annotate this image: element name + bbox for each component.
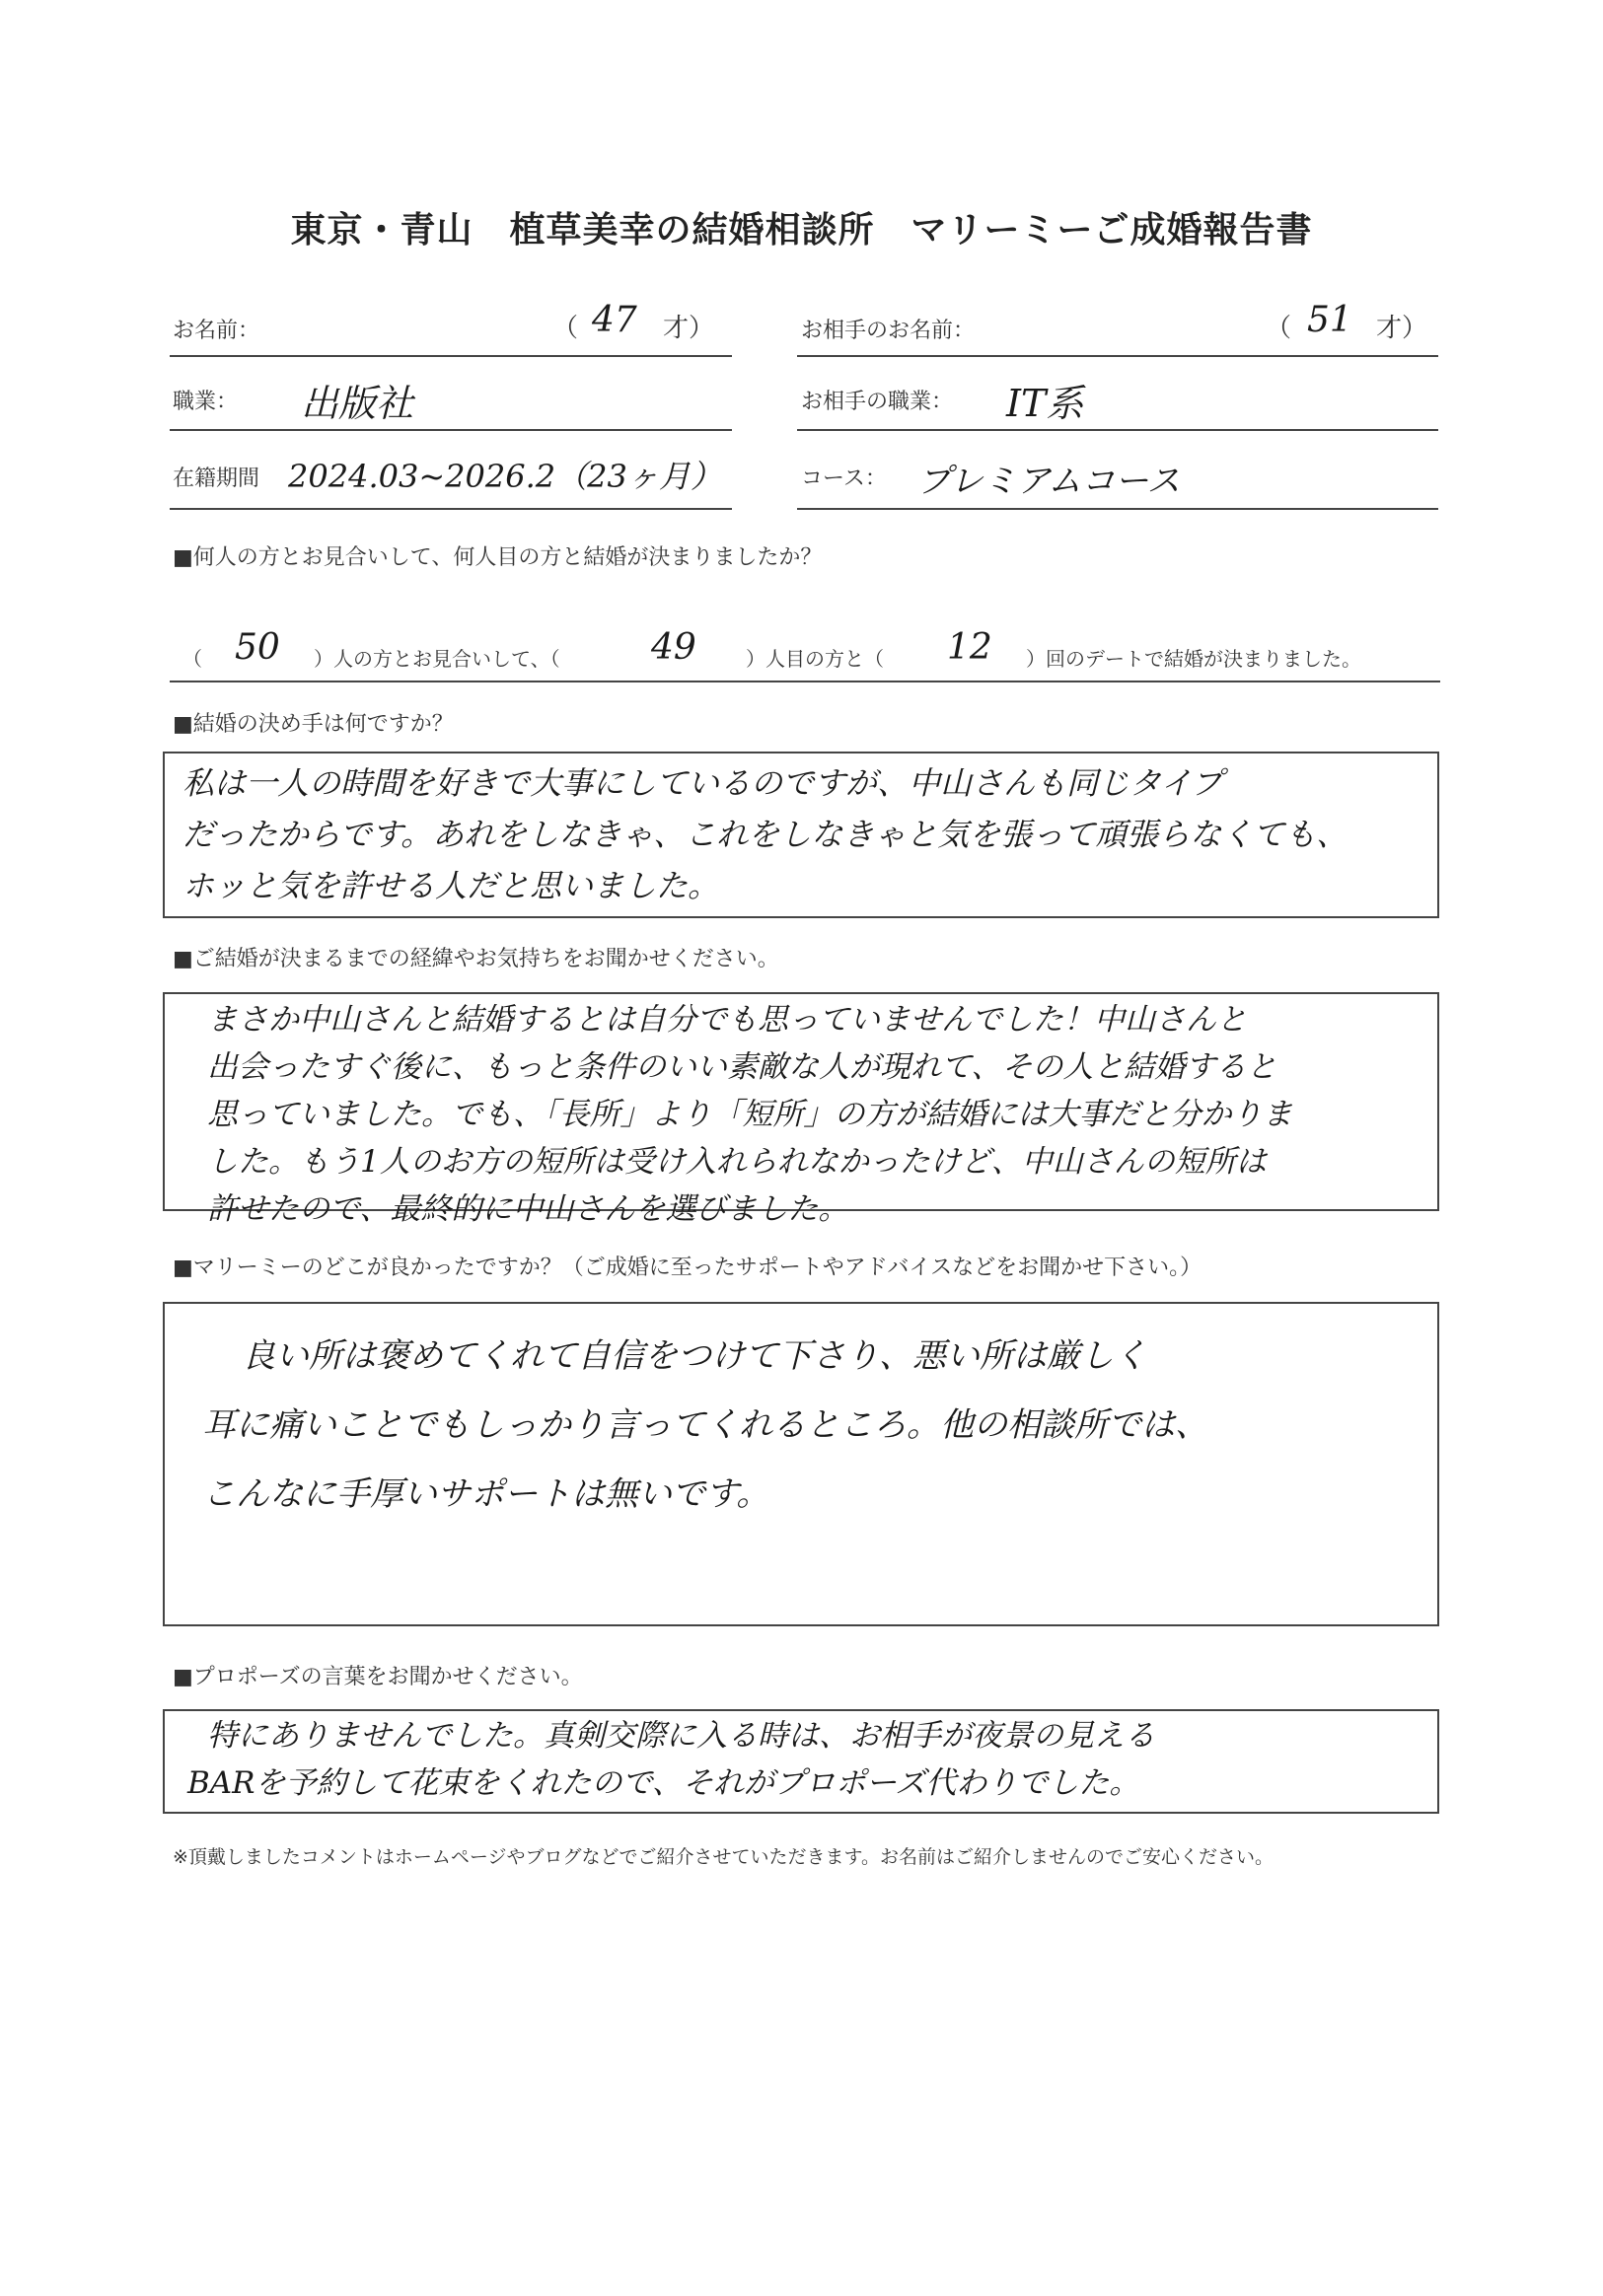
answer-line: 許せたので、最終的に中山さんを選びました。 [207,1191,849,1227]
answer-line: 耳に痛いことでもしっかり言ってくれるところ。他の相談所では、 [202,1405,1208,1445]
partner-occupation-value: IT系 [1006,382,1084,425]
answer-line: まさか中山さんと結婚するとは自分でも思っていませんでした！中山さんと [207,1002,1247,1038]
course-underline [797,508,1438,510]
answer-line: 出会ったすぐ後に、もっと条件のいい素敵な人が現れて、その人と結婚すると [207,1049,1277,1085]
question-background: ■ご結婚が決まるまでの経緯やお気持ちをお聞かせください。 [173,947,779,971]
omiai-people-count: 50 [235,627,280,668]
course-value: プレミアムコース [917,462,1181,501]
age-open-paren: （ [552,314,579,343]
age-suffix: 才） [663,314,715,343]
answer-line: ホッと気を許せる人だと思いました。 [182,867,720,904]
occupation-value: 出版社 [301,382,414,425]
answer-line: 良い所は褒めてくれて自信をつけて下さり、悪い所は厳しく [242,1336,1147,1376]
dates-count-value: 12 [947,627,992,668]
partner-name-label: お相手のお名前： [801,319,976,343]
partner-occupation-label: お相手の職業： [801,390,954,414]
partner-occupation-underline [797,429,1438,431]
q1-text-2: ）人目の方と（ [746,647,884,671]
period-underline [170,508,732,510]
answer-line: だったからです。あれをしなきゃ、これをしなきゃと気を張って頑張らなくても、 [182,816,1348,853]
q1-open-paren: （ [182,647,202,671]
question-what-was-good: ■マリーミーのどこが良かったですか？（ご成婚に至ったサポートやアドバイスなどをお聞かせ下さい。） [173,1256,1202,1280]
nth-person-value: 49 [651,627,696,668]
proposal-answer [187,1712,1430,1807]
name-underline [170,355,732,357]
period-label: 在籍期間 [173,466,260,491]
question-proposal-words: ■プロポーズの言葉をお聞かせください。 [173,1665,583,1689]
occupation-underline [170,429,732,431]
report-title: 東京・青山 植草美幸の結婚相談所 マリーミーご成婚報告書 [290,210,1313,251]
q1-underline [170,681,1440,682]
age-value: 47 [592,300,637,340]
question-omiai-count: ■何人の方とお見合いして、何人目の方と結婚が決まりましたか？ [173,545,823,570]
partner-age-suffix: 才） [1376,314,1428,343]
background-answer [207,996,1430,1233]
period-value: 2024.03~2026.2（23ヶ月） [288,458,722,495]
question-deciding-factor: ■結婚の決め手は何ですか？ [173,712,454,737]
occupation-label: 職業： [173,390,239,414]
answer-line: 特にありませんでした。真剣交際に入る時は、お相手が夜景の見える [207,1718,1155,1754]
answer-line: BARを予約して花束をくれたので、それがプロポーズ代わりでした。 [187,1765,1140,1801]
q1-text-1: ）人の方とお見合いして、（ [314,647,560,671]
what-was-good-answer [202,1322,1416,1529]
footer-note: ※頂戴しましたコメントはホームページやブログなどでご紹介させていただきます。お名前はご紹介しませんのでご安心ください。 [173,1846,1275,1868]
course-label: コース： [801,466,887,491]
answer-line: 私は一人の時間を好きで大事にしているのですが、中山さんも同じタイプ [182,764,1223,802]
partner-age-open-paren: （ [1266,314,1292,343]
q1-text-3: ）回のデートで結婚が決まりました。 [1026,647,1361,671]
name-label: お名前： [173,319,260,343]
answer-line: した。もう1人のお方の短所は受け入れられなかったけど、中山さんの短所は [207,1144,1267,1180]
answer-line: こんなに手厚いサポートは無いです。 [202,1474,770,1514]
partner-name-underline [797,355,1438,357]
answer-line: 思っていました。でも、「長所」より「短所」の方が結婚には大事だと分かりま [207,1097,1293,1132]
partner-age-value: 51 [1307,300,1352,340]
deciding-factor-answer [182,757,1425,911]
